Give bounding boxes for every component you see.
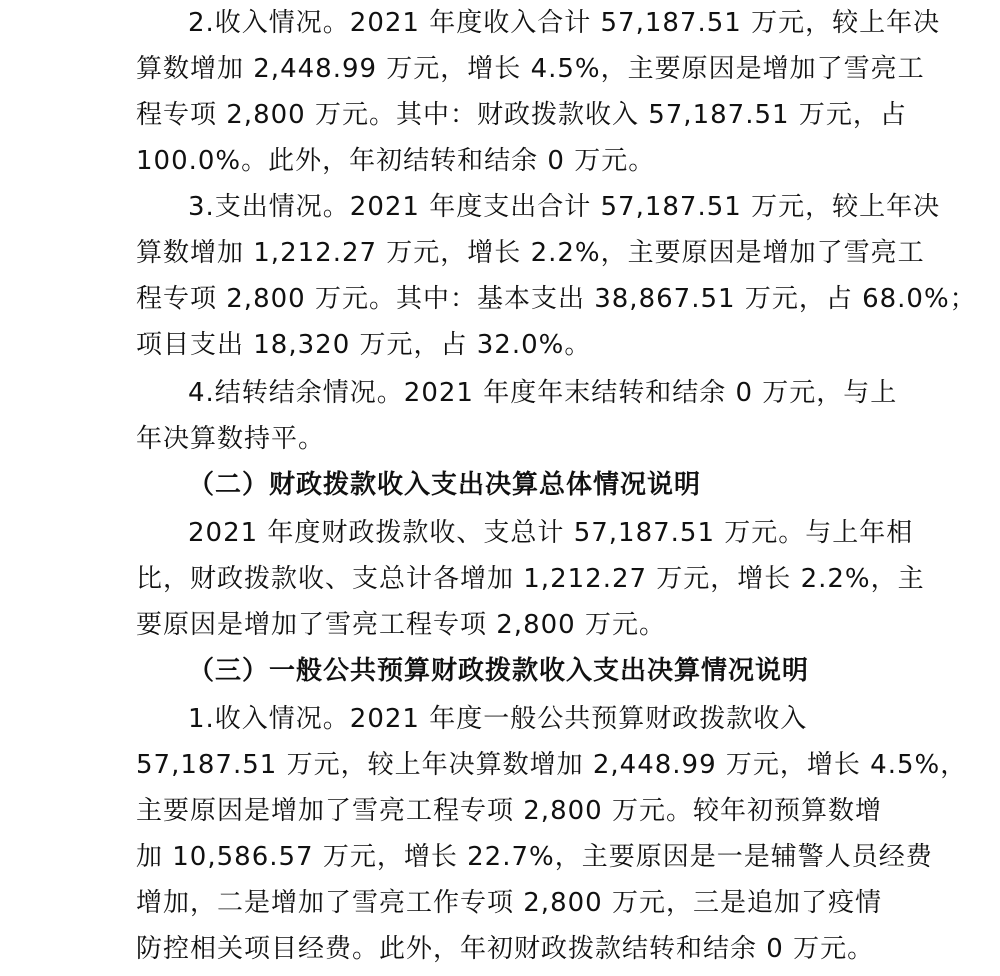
paragraph-line: 3.支出情况。2021 年度支出合计 57,187.51 万元，较上年决 [188, 192, 941, 222]
paragraph-line: 增加，二是增加了雪亮工作专项 2,800 万元，三是追加了疫情 [136, 888, 882, 918]
paragraph-line: 比，财政拨款收、支总计各增加 1,212.27 万元，增长 2.2%，主 [136, 564, 925, 594]
paragraph-line: 100.0%。此外，年初结转和结余 0 万元。 [136, 146, 656, 176]
paragraph-line: 主要原因是增加了雪亮工程专项 2,800 万元。较年初预算数增 [136, 796, 882, 826]
paragraph-line: 程专项 2,800 万元。其中：基本支出 38,867.51 万元，占 68.0%； [136, 284, 977, 314]
paragraph-line: 2.收入情况。2021 年度收入合计 57,187.51 万元，较上年决 [188, 8, 941, 38]
section-heading: （二）财政拨款收入支出决算总体情况说明 [188, 470, 702, 500]
section-heading: （三）一般公共预算财政拨款收入支出决算情况说明 [188, 656, 810, 686]
paragraph-line: 加 10,586.57 万元，增长 22.7%，主要原因是一是辅警人员经费 [136, 842, 933, 872]
paragraph-line: 2021 年度财政拨款收、支总计 57,187.51 万元。与上年相 [188, 518, 914, 548]
paragraph-line: 要原因是增加了雪亮工程专项 2,800 万元。 [136, 610, 666, 640]
paragraph-line: 防控相关项目经费。此外，年初财政拨款结转和结余 0 万元。 [136, 934, 875, 964]
paragraph-line: 算数增加 1,212.27 万元，增长 2.2%，主要原因是增加了雪亮工 [136, 238, 925, 268]
paragraph-line: 程专项 2,800 万元。其中：财政拨款收入 57,187.51 万元，占 [136, 100, 907, 130]
paragraph-line: 1.收入情况。2021 年度一般公共预算财政拨款收入 [188, 704, 808, 734]
paragraph-line: 年决算数持平。 [136, 424, 326, 454]
paragraph-line: 4.结转结余情况。2021 年度年末结转和结余 0 万元，与上 [188, 378, 898, 408]
paragraph-line: 算数增加 2,448.99 万元，增长 4.5%，主要原因是增加了雪亮工 [136, 54, 925, 84]
paragraph-line: 项目支出 18,320 万元，占 32.0%。 [136, 330, 592, 360]
paragraph-line: 57,187.51 万元，较上年决算数增加 2,448.99 万元，增长 4.5%， [136, 750, 968, 780]
